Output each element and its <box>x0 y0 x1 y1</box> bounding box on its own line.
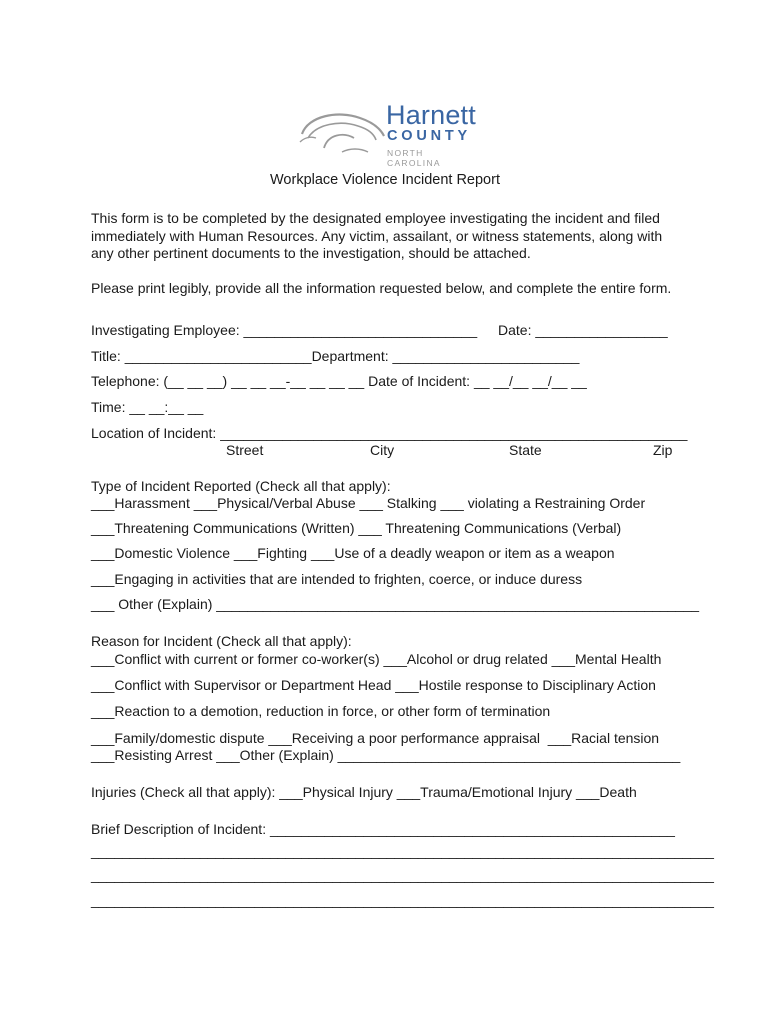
logo-name: Harnett <box>386 100 476 130</box>
description-field[interactable]: Brief Description of Incident: ____________________________________________________ <box>91 821 675 837</box>
reason-option[interactable]: ___Family/domestic dispute ___Receiving a poor performance appraisal ___Racial tension <box>91 730 660 746</box>
location-state-label: State <box>509 442 542 458</box>
location-zip-label: Zip <box>653 442 673 458</box>
time-field[interactable]: Time: __ __:__ __ <box>91 399 204 415</box>
incident-type-option[interactable]: ___Engaging in activities that are intended to frighten, coerce, or induce duress <box>91 571 583 587</box>
instructions-paragraph: Please print legibly, provide all the information requested below, and complete the entire form. <box>91 280 672 296</box>
logo-county: COUNTY <box>387 128 472 144</box>
reason-option[interactable]: ___Conflict with Supervisor or Department Head ___Hostile response to Disciplinary Action <box>91 677 656 693</box>
reason-option[interactable]: ___Conflict with current or former co-worker(s) ___Alcohol or drug related ___Mental Health <box>91 651 662 667</box>
incident-type-heading: Type of Incident Reported (Check all that apply): <box>91 478 391 494</box>
incident-type-other[interactable]: ___ Other (Explain) ______________________________________________________________ <box>91 596 700 612</box>
logo-state: NORTH CAROLINA <box>387 148 441 168</box>
injuries-field[interactable]: Injuries (Check all that apply): ___Physical Injury ___Trauma/Emotional Injury ___Death <box>91 784 637 800</box>
reason-heading: Reason for Incident (Check all that apply): <box>91 633 352 649</box>
incident-type-option[interactable]: ___Domestic Violence ___Fighting ___Use of a deadly weapon or item as a weapon <box>91 545 615 561</box>
investigating-employee-field[interactable]: Investigating Employee: ______________________________ <box>91 322 478 338</box>
location-city-label: City <box>370 442 395 458</box>
description-blank-line[interactable]: ________________________________________________________________________________ <box>91 892 714 908</box>
reason-other[interactable]: ___Resisting Arrest ___Other (Explain) ____________________________________________ <box>91 747 681 763</box>
intro-paragraph: This form is to be completed by the designated employee investigating the incident and filed immediately with Human Resources. Any victim, assailant, or witness statements, along with any other pertinent documents to the investigation, should be attached. <box>91 210 663 261</box>
page-title: Workplace Violence Incident Report <box>270 172 500 188</box>
location-field[interactable]: Location of Incident: ____________________________________________________________ <box>91 425 688 441</box>
telephone-date-field[interactable]: Telephone: (__ __ __) __ __ __-__ __ __ __ Date of Incident: __ __/__ __/__ __ <box>91 373 587 389</box>
description-blank-line[interactable]: ________________________________________________________________________________ <box>91 843 714 859</box>
reason-option[interactable]: ___Reaction to a demotion, reduction in force, or other form of termination <box>91 703 551 719</box>
harnett-county-logo <box>298 100 478 168</box>
car-swoosh-icon <box>298 108 388 158</box>
incident-type-option[interactable]: ___Threatening Communications (Written) ___ Threatening Communications (Verbal) <box>91 520 622 536</box>
location-street-label: Street <box>226 442 264 458</box>
description-blank-line[interactable]: ________________________________________________________________________________ <box>91 867 714 883</box>
title-department-field[interactable]: Title: ________________________Department: ________________________ <box>91 348 580 364</box>
incident-type-option[interactable]: ___Harassment ___Physical/Verbal Abuse ___ Stalking ___ violating a Restraining Order <box>91 495 646 511</box>
date-field[interactable]: Date: _________________ <box>498 322 668 338</box>
